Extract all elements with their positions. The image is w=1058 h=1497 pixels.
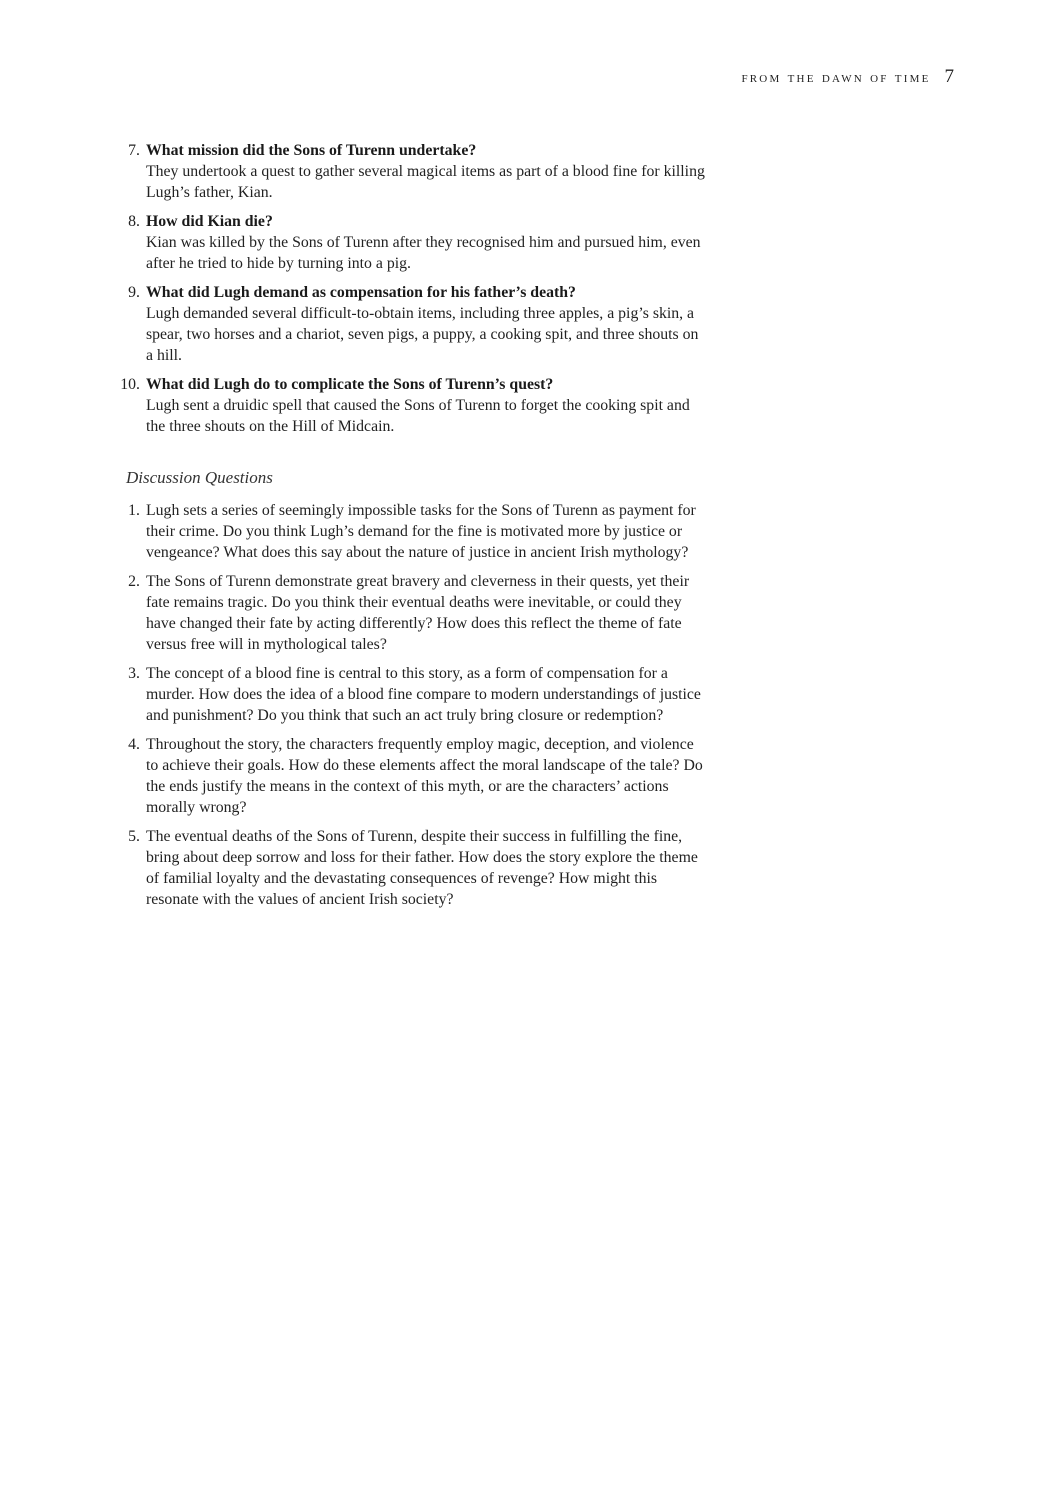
item-number: 5. xyxy=(128,828,140,845)
discussion-text: Lugh sets a series of seemingly impossible tasks for the Sons of Turenn as payment for their crime. Do you think Lugh’s demand for the fine is motivated more by justice or vengeance? What does this say about the nature of justice in ancient Irish mythology? xyxy=(146,502,696,561)
running-title: from the dawn of time xyxy=(741,69,931,86)
discussion-text: Throughout the story, the characters frequently employ magic, deception, and violence to achieve their goals. How do these elements affect the moral landscape of the tale? Do the ends justify the means in the context of this myth, or are the characters’ actions morally wrong? xyxy=(146,736,703,816)
review-questions-list xyxy=(120,140,706,437)
discussion-item xyxy=(128,500,706,563)
item-number: 8. xyxy=(128,213,140,230)
discussion-questions-list xyxy=(128,500,706,910)
item-number: 4. xyxy=(128,736,140,753)
discussion-text: The eventual deaths of the Sons of Turenn, despite their success in fulfilling the fine, bring about deep sorrow and loss for their father. How does the story explore the theme of familial loyalty and the devastating consequences of revenge? How might this resonate with the values of ancient Irish society? xyxy=(146,828,698,908)
answer-text: They undertook a quest to gather several magical items as part of a blood fine for killing Lugh’s father, Kian. xyxy=(146,163,705,201)
answer-text: Lugh sent a druidic spell that caused the Sons of Turenn to forget the cooking spit and the three shouts on the Hill of Midcain. xyxy=(146,397,690,435)
item-number: 1. xyxy=(128,502,140,519)
discussion-text: The concept of a blood fine is central to this story, as a form of compensation for a murder. How does the idea of a blood fine compare to modern understandings of justice and punishment? Do you think that such an act truly bring closure or redemption? xyxy=(146,665,701,724)
answer-text: Lugh demanded several difficult-to-obtain items, including three apples, a pig’s skin, a spear, two horses and a chariot, seven pigs, a puppy, a cooking spit, and three shouts on a hill. xyxy=(146,305,699,364)
qa-item xyxy=(128,211,706,274)
qa-item xyxy=(128,140,706,203)
item-number: 3. xyxy=(128,665,140,682)
item-number: 9. xyxy=(128,284,140,301)
discussion-heading: Discussion Questions xyxy=(126,468,273,487)
item-number: 7. xyxy=(128,142,140,159)
item-number: 2. xyxy=(128,573,140,590)
discussion-item xyxy=(128,734,706,818)
question-text: What did Lugh demand as compensation for his father’s death? xyxy=(146,284,576,301)
qa-item xyxy=(128,282,706,366)
discussion-text: The Sons of Turenn demonstrate great bravery and cleverness in their quests, yet their fate remains tragic. Do you think their eventual deaths were inevitable, or could they have changed their fate by acting differently? How does this reflect the theme of fate versus free will in mythological tales? xyxy=(146,573,690,653)
discussion-item xyxy=(128,663,706,726)
question-text: How did Kian die? xyxy=(146,213,273,230)
main-content xyxy=(120,140,706,918)
page-number: 7 xyxy=(944,66,954,87)
running-header xyxy=(741,66,954,88)
qa-item xyxy=(120,374,706,437)
question-text: What mission did the Sons of Turenn undertake? xyxy=(146,142,477,159)
answer-text: Kian was killed by the Sons of Turenn after they recognised him and pursued him, even after he tried to hide by turning into a pig. xyxy=(146,234,701,272)
item-number: 10. xyxy=(120,376,140,393)
discussion-item xyxy=(128,571,706,655)
question-text: What did Lugh do to complicate the Sons of Turenn’s quest? xyxy=(146,376,554,393)
discussion-item xyxy=(128,826,706,910)
